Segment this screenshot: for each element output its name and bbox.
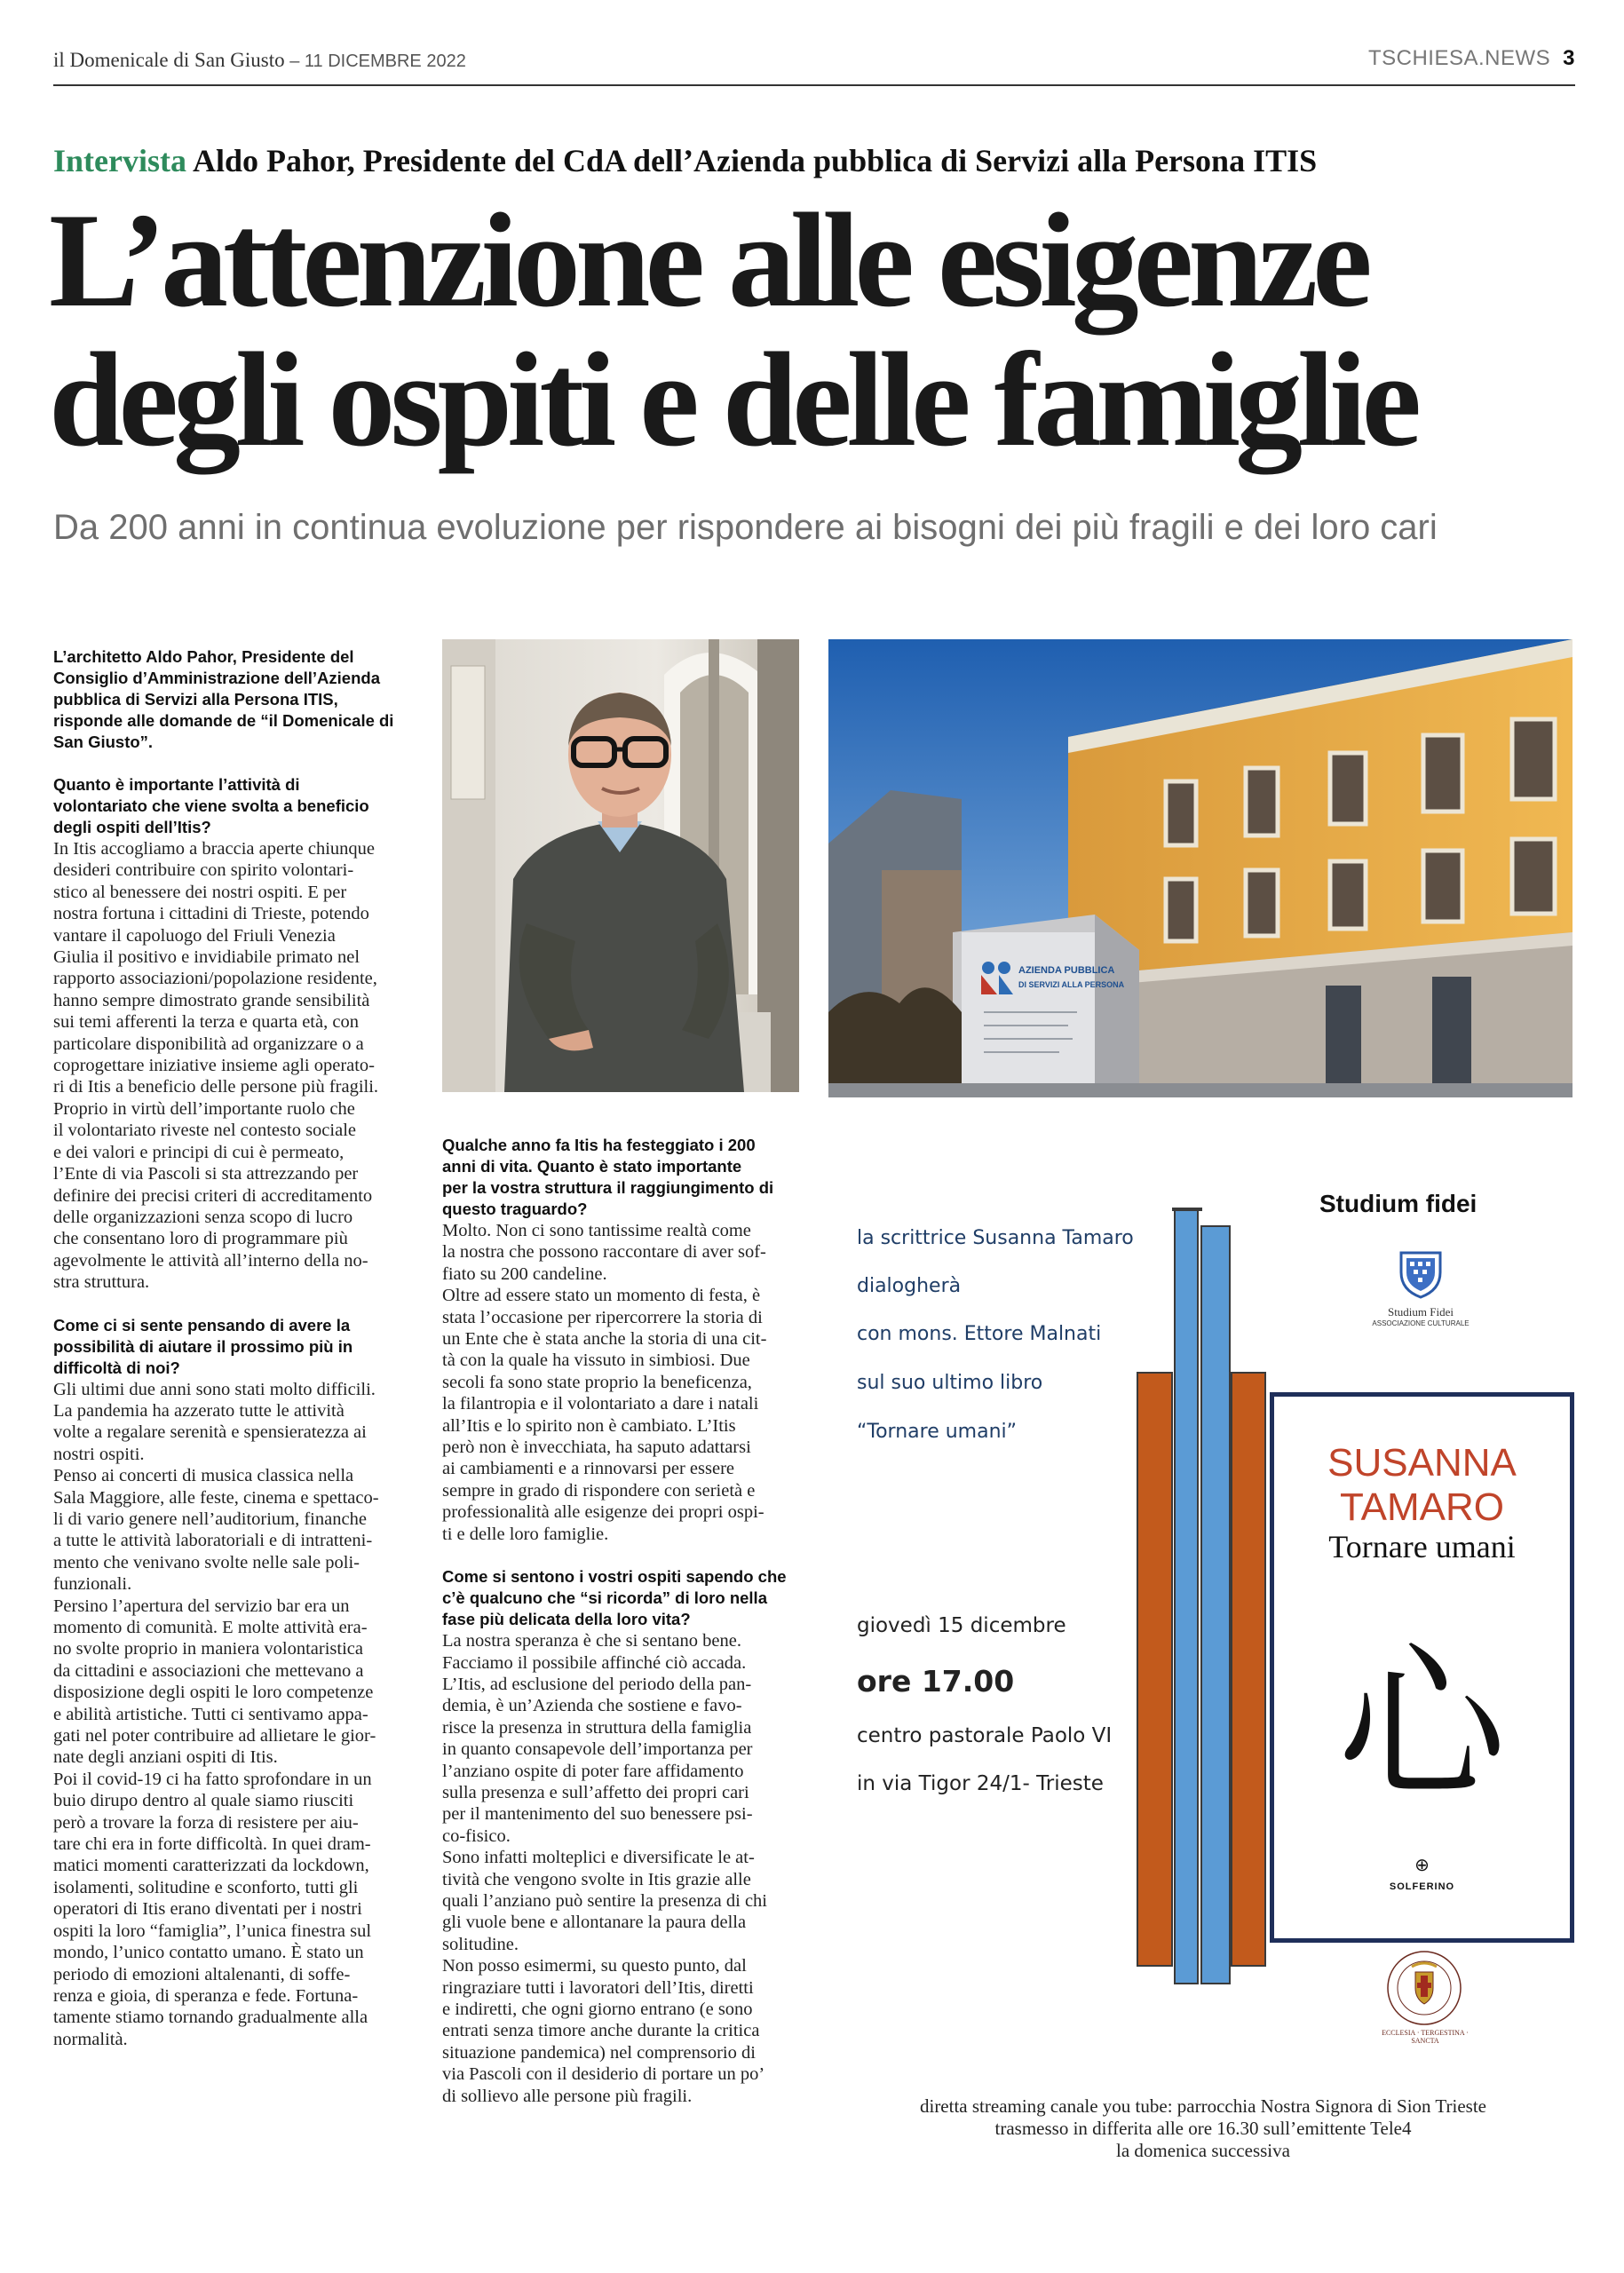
streaming-line-3: la domenica successiva [1116, 2140, 1290, 2161]
text-line: Qualche anno fa Itis ha festeggiato i 200 [442, 1136, 756, 1154]
running-header-left [53, 49, 466, 72]
seal-emblem-icon [1385, 1949, 1463, 2027]
book-author [1274, 1441, 1570, 1530]
text-line: quali l’anziano può sentire la presenza di chi [442, 1890, 768, 1911]
text-line: sui temi afferenti la terza e quarta età, con [53, 1012, 359, 1033]
text-line: Come ci si sente pensando di avere la [53, 1315, 351, 1334]
text-line: mento che venivano svolte nelle sale poli- [53, 1552, 360, 1572]
studium-fidei-title: Studium fidei [1319, 1190, 1477, 1217]
ad-place-1: centro pastorale Paolo VI [857, 1724, 1113, 1747]
decor-bar-top-cap [1172, 1208, 1202, 1211]
studium-logo-name: Studium Fidei [1387, 1305, 1454, 1319]
text-line: per il mantenimento del suo benessere psi- [442, 1804, 753, 1825]
text-line: nostri ospiti. [53, 1444, 145, 1464]
interview-answer [442, 1220, 808, 1285]
book-glyph: 心 [1337, 1627, 1507, 1823]
text-line: matici momenti caratterizzati da lockdown, [53, 1856, 369, 1876]
text-line: un Ente che è stata anche la storia di una cit- [442, 1329, 767, 1350]
header-rule [53, 84, 1575, 86]
text-line: La nostra speranza è che si sentano bene. [442, 1631, 741, 1651]
text-line: gati nel poter contribuire ad allietare le gior- [53, 1726, 376, 1746]
seal-text: ECCLESIA · TERGESTINA · SANCTA [1382, 2029, 1469, 2045]
kicker-label: Intervista [53, 143, 186, 178]
text-line: risce la presenza in struttura della famiglia [442, 1717, 752, 1738]
headline-line-2: degli ospiti e delle famiglie [49, 325, 1417, 474]
text-line: l’anziano ospite di poter fare affidamento [442, 1761, 744, 1781]
text-line: desideri contribuire con spirito volontari- [53, 860, 354, 881]
portrait-illustration [442, 639, 799, 1092]
text-line: risponde alle domande de “il Domenicale di [53, 711, 394, 730]
text-line: anni di vita. Quanto è stato importante [442, 1157, 742, 1176]
sign-line-2: DI SERVIZI ALLA PERSONA [1018, 980, 1125, 989]
interview-question [53, 774, 413, 838]
text-line: nostra fortuna i cittadini di Trieste, potendo [53, 904, 369, 924]
diocese-seal [1382, 1949, 1469, 2045]
text-line: periodo di emozioni altalenanti, di soffe- [53, 1964, 351, 1984]
text-line: nate degli anziani ospiti di Itis. [53, 1747, 278, 1768]
article-kicker [53, 142, 1317, 179]
text-line: stra struttura. [53, 1272, 150, 1293]
text-line: all’Itis e lo spirito non è cambiato. L’Itis [442, 1415, 736, 1436]
interview-answer [53, 1465, 413, 1595]
text-line: che consentano loro di programmare più [53, 1229, 348, 1249]
text-line: renza e gioia, di speranza e fede. Fortuna- [53, 1985, 359, 2006]
text-line: Molto. Non ci sono tantissime realtà come [442, 1221, 751, 1240]
paragraph-spacer [53, 1294, 413, 1315]
article-headline [49, 186, 1594, 474]
book-title: Tornare umani [1328, 1529, 1516, 1564]
text-line: e abilità artistiche. Tutti ci sentivamo appa- [53, 1704, 368, 1724]
text-line: di sollievo alle persone più fragili. [442, 2086, 693, 2106]
text-line: in quanto consapevole dell’importanza per [442, 1739, 753, 1760]
book-cover [1270, 1392, 1574, 1943]
text-line: Penso ai concerti di musica classica nella [53, 1466, 354, 1486]
text-line: Proprio in virtù dell’importante ruolo che [53, 1098, 355, 1119]
text-line: ai cambiamenti e a rinnovarsi per essere [442, 1459, 734, 1479]
text-line: per la vostra struttura il raggiungimento di [442, 1178, 774, 1197]
text-line: L’architetto Aldo Pahor, Presidente del [53, 647, 354, 666]
text-line: c’è qualcuno che “si ricorda” di loro nella [442, 1588, 767, 1608]
text-line: co-fisico. [442, 1826, 511, 1846]
text-line: particolare disponibilità ad organizzare o a [53, 1034, 364, 1054]
text-line: la nostra che possono raccontare di aver sof- [442, 1242, 766, 1263]
streaming-note [830, 2095, 1576, 2162]
text-line: demia, è un’Azienda che sostiene e favo- [442, 1696, 742, 1716]
text-line: li di vario genere nell’auditorium, finanche [53, 1509, 367, 1529]
text-line: Poi il covid-19 ci ha fatto sprofondare in un [53, 1769, 372, 1789]
sign-line-1: AZIENDA PUBBLICA [1018, 965, 1115, 976]
studium-logo-subtitle: ASSOCIAZIONE CULTURALE [1372, 1319, 1470, 1327]
text-line: volte a regalare serenità e spensieratezza ai [53, 1422, 367, 1443]
building-illustration [828, 639, 1573, 1097]
book-author-first: SUSANNA [1327, 1441, 1517, 1485]
text-line: ti e delle loro famiglie. [442, 1524, 609, 1544]
text-line: hanno sempre dimostrato grande sensibilità [53, 990, 370, 1010]
ad-line-3: con mons. Ettore Malnati [857, 1323, 1102, 1345]
portrait-photo [442, 639, 799, 1092]
text-line: definire dei precisi criteri di accreditamento [53, 1185, 373, 1206]
text-line: mondo, l’unico contatto umano. È stato un [53, 1943, 364, 1963]
text-line: ri di Itis a beneficio delle persone più fragili. [53, 1077, 379, 1097]
streaming-line-1: diretta streaming canale you tube: parrocchia Nostra Signora di Sion Trieste [919, 2095, 1486, 2117]
decor-bar-orange-left [1137, 1372, 1173, 1967]
article-subhead: Da 200 anni in continua evoluzione per rispondere ai bisogni dei più fragili e dei loro cari [53, 508, 1438, 547]
interview-question [53, 1315, 413, 1379]
text-line: agevolmente le attività all’interno della no- [53, 1250, 368, 1271]
text-line: entrati senza timore anche durante la critica [442, 2021, 760, 2041]
headline-line-1: L’attenzione alle esigenze [49, 186, 1367, 335]
interview-question [442, 1566, 808, 1630]
text-line: via Pascoli con il desiderio di portare un po’ [442, 2064, 765, 2085]
text-line: professionalità alle esigenze dei propri ospi- [442, 1502, 764, 1523]
running-header-right [1368, 46, 1575, 71]
text-column-2 [442, 1135, 808, 2107]
text-line: e indiretti, che ogni giorno entrano (e sono [442, 2000, 753, 2019]
text-line: isolamenti, solitudine e sconforto, tutti gli [53, 1877, 359, 1897]
text-line: vantare il capoluogo del Friuli Venezia [53, 925, 336, 946]
text-line: volontariato che viene svolta a beneficio [53, 796, 369, 815]
paper-name: il Domenicale di San Giusto [53, 49, 285, 71]
text-line: disposizione degli ospiti le loro competenze [53, 1683, 374, 1703]
text-line: Oltre ad essere stato un momento di festa, è [442, 1286, 761, 1306]
text-line: il volontariato riveste nel contesto sociale [53, 1121, 356, 1141]
issue-date: – 11 DICEMBRE 2022 [289, 51, 466, 71]
shield-logo-icon [1394, 1247, 1447, 1301]
decor-bar-blue-right [1200, 1225, 1231, 1984]
ad-line-1: la scrittrice Susanna Tamaro [857, 1227, 1134, 1249]
text-line: no svolte proprio in maniera volontaristica [53, 1639, 363, 1659]
text-line: l’Ente di via Pascoli si sta attrezzando per [53, 1164, 359, 1184]
text-line: e dei valori e principi di cui è permeato, [53, 1142, 345, 1162]
ad-time: ore 17.00 [857, 1664, 1015, 1699]
text-line: fiato su 200 candeline. [442, 1263, 607, 1284]
text-line: gli vuole bene e allontanare la paura della [442, 1913, 747, 1933]
text-line: tività che vengono svolte in Itis grazie alle [442, 1869, 751, 1889]
text-line: pubblica di Servizi alla Persona ITIS, [53, 690, 338, 709]
interview-answer [442, 1285, 808, 1545]
text-line: La pandemia ha azzerato tutte le attività [53, 1400, 345, 1421]
text-line: secoli fa sono state proprio la beneficenza, [442, 1372, 752, 1392]
text-line: Facciamo il possibile affinché ciò accada. [442, 1652, 747, 1673]
text-line: delle organizzazioni senza scopo di lucro [53, 1207, 353, 1227]
ad-line-4: sul suo ultimo libro [857, 1372, 1043, 1394]
ad-line-5: “Tornare umani” [857, 1421, 1018, 1443]
interview-answer [53, 838, 413, 1294]
ad-place-2: in via Tigor 24/1- Trieste [857, 1772, 1104, 1795]
streaming-line-2: trasmesso in differita alle ore 16.30 sull’emittente Tele4 [994, 2118, 1412, 2139]
text-line: situazione pandemica) nel comprensorio di [442, 2042, 756, 2063]
book-publisher: SOLFERINO [1389, 1881, 1455, 1892]
building-photo [828, 639, 1573, 1097]
text-line: tare chi era in forte difficoltà. In quei dram- [53, 1834, 371, 1855]
kicker-text: Aldo Pahor, Presidente del CdA dell’Azienda pubblica di Servizi alla Persona ITIS [193, 143, 1318, 178]
text-line: buio dirupo dentro al quale siamo riusciti [53, 1791, 354, 1811]
interview-question [53, 646, 413, 753]
text-line: Quanto è importante l’attività di [53, 775, 300, 794]
text-line: Non posso esimermi, su questo punto, dal [442, 1956, 747, 1976]
text-line: Persino l’apertura del servizio bar era un [53, 1596, 350, 1616]
interview-answer [442, 1630, 808, 1847]
paragraph-spacer [442, 1545, 808, 1566]
interview-answer [442, 1955, 808, 2107]
text-line: Giulia il positivo e invidiabile primato nel [53, 947, 360, 968]
publisher-mark-icon: ⊕ [1414, 1856, 1430, 1875]
interview-question [442, 1135, 808, 1220]
interview-answer [53, 1596, 413, 1769]
text-line: operatori di Itis erano diventati per i nostri [53, 1899, 362, 1920]
interview-answer [53, 1769, 413, 2050]
text-line: coprogettare iniziative insieme agli operato- [53, 1056, 376, 1076]
text-line: Come si sentono i vostri ospiti sapendo che [442, 1567, 787, 1587]
text-line: Sala Maggiore, alle feste, cinema e spettaco- [53, 1487, 379, 1508]
text-line: ringraziare tutti i lavoratori dell’Itis, diretti [442, 1977, 754, 1998]
text-line: San Giusto”. [53, 733, 154, 751]
text-line: In Itis accogliamo a braccia aperte chiunque [53, 839, 375, 859]
interview-answer [53, 1379, 413, 1466]
text-line: però non è invecchiata, ha saputo adattarsi [442, 1437, 751, 1458]
text-line: stico al benessere dei nostri ospiti. E per [53, 882, 347, 902]
ad-line-2: dialogherà [857, 1275, 962, 1297]
text-line: Sono infatti molteplici e diversificate le at- [442, 1848, 755, 1868]
studium-fidei-logo [1367, 1247, 1474, 1327]
text-line: Consiglio d’Amministrazione dell’Azienda [53, 669, 380, 687]
text-line: degli ospiti dell’Itis? [53, 818, 211, 836]
text-line: ospiti la loro “famiglia”, l’unica finestra sul [53, 1921, 372, 1941]
text-line: la filantropia e il volontariato a dare i natali [442, 1394, 759, 1414]
text-line: sempre in grado di rispondere con serietà e [442, 1480, 756, 1501]
interview-answer [442, 1847, 808, 1955]
text-line: L’Itis, ad esclusione del periodo della pan- [442, 1674, 752, 1694]
text-column-1 [53, 646, 413, 2050]
text-line: tamente stiamo tornando gradualmente alla [53, 2008, 368, 2028]
paragraph-spacer [53, 753, 413, 774]
text-line: da cittadini e associazioni che mettevano a [53, 1660, 364, 1681]
text-line: possibilità di aiutare il prossimo più in [53, 1336, 353, 1356]
text-line: stata l’occasione per ripercorrere la storia di [442, 1307, 763, 1327]
text-line: fase più delicata della loro vita? [442, 1610, 691, 1629]
site-link[interactable]: TSCHIESA.NEWS [1367, 46, 1551, 70]
text-line: momento di comunità. E molte attività era- [53, 1618, 368, 1637]
text-line: Gli ultimi due anni sono stati molto difficili. [53, 1379, 376, 1399]
text-line: a tutte le attività laboratoriali e di intratteni- [53, 1531, 373, 1551]
decor-bar-orange-right [1231, 1372, 1266, 1967]
text-line: normalità. [53, 2029, 128, 2049]
ad-date: giovedì 15 dicembre [857, 1614, 1066, 1637]
text-line: però a trovare la forza di resistere per aiu- [53, 1812, 359, 1833]
text-line: rapporto associazioni/popolazione residente, [53, 969, 377, 989]
text-line: funzionali. [53, 1574, 132, 1595]
decor-bar-blue-left [1174, 1208, 1199, 1984]
text-line: questo traguardo? [442, 1200, 588, 1218]
text-line: difficoltà di noi? [53, 1358, 180, 1377]
page-number: 3 [1563, 46, 1575, 70]
book-author-last: TAMARO [1340, 1485, 1504, 1529]
text-line: sulla presenza e sull’affetto dei propri cari [442, 1782, 749, 1802]
text-line: tà con la quale ha vissuto in simbiosi. Due [442, 1350, 750, 1371]
text-line: solitudine. [442, 1934, 519, 1954]
